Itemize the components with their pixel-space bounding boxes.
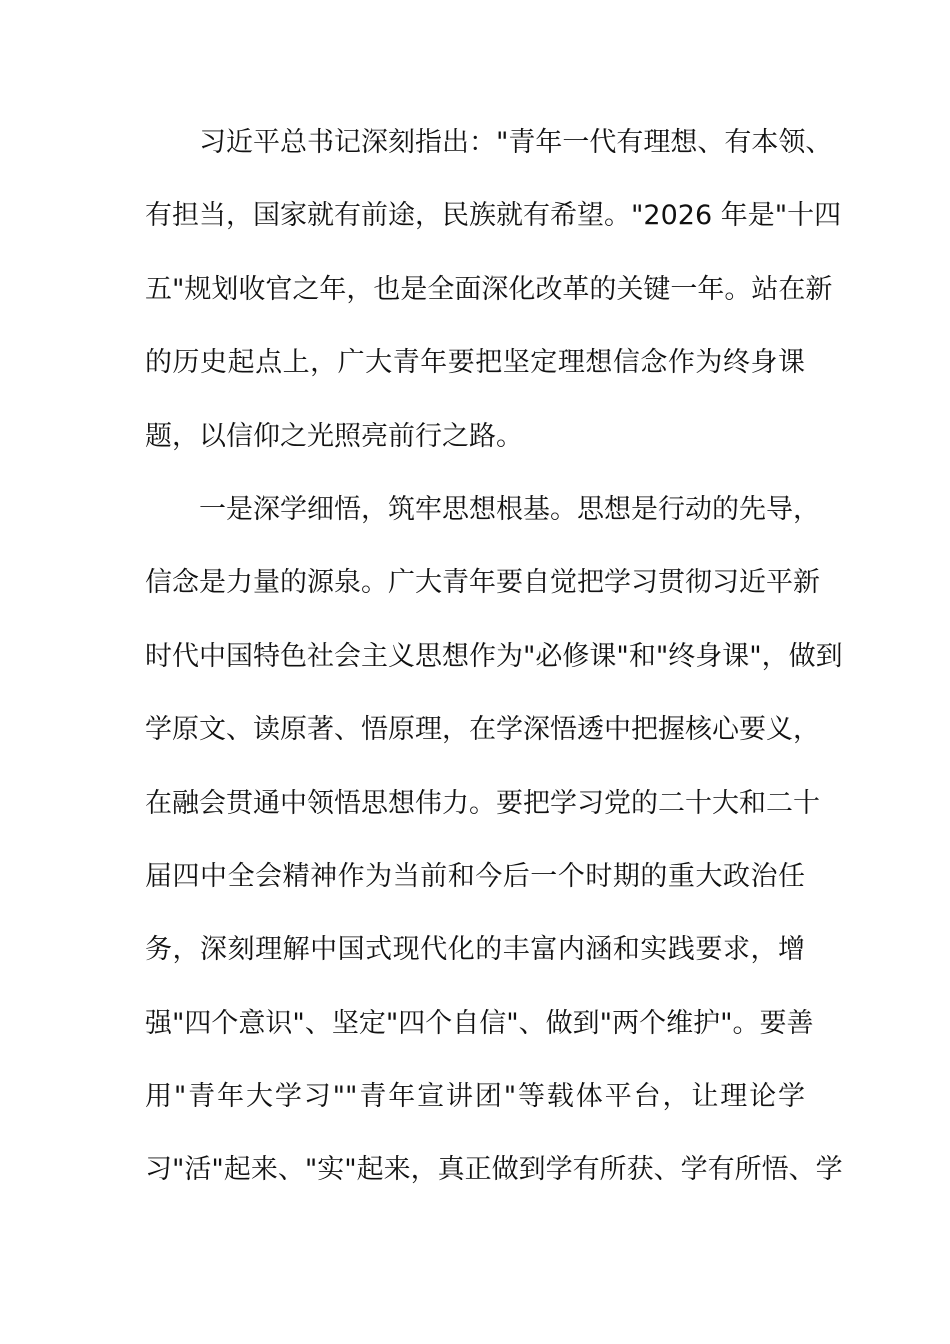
text-line: 五"规划收官之年，也是全面深化改革的关键一年。站在新 [145,273,833,305]
paragraph-intro [145,106,842,473]
text-line: 信念是力量的源泉。广大青年要自觉把学习贯彻习近平新 [145,567,820,599]
text-line: 届四中全会精神作为当前和今后一个时期的重大政治任 [145,860,805,892]
text-line: 习"活"起来、"实"起来，真正做到学有所获、学有所悟、学 [145,1154,843,1186]
text-line: 学原文、读原著、悟原理，在学深悟透中把握核心要义， [145,714,820,746]
paragraph-point-one [145,473,843,1207]
text-line: 的历史起点上，广大青年要把坚定理想信念作为终身课 [145,347,805,379]
text-line: 题，以信仰之光照亮前行之路。 [145,420,523,452]
text-line: 用"青年大学习""青年宣讲团"等载体平台，让理论学 [145,1081,805,1113]
text-line: 习近平总书记深刻指出："青年一代有理想、有本领、 [199,127,833,158]
text-line: 在融会贯通中领悟思想伟力。要把学习党的二十大和二十 [145,787,820,819]
text-line: 时代中国特色社会主义思想作为"必修课"和"终身课"，做到 [145,640,843,672]
document-body [145,106,843,1207]
text-line: 有担当，国家就有前途，民族就有希望。"2026 年是"十四 [145,200,842,232]
text-line: 一是深学细悟，筑牢思想根基。思想是行动的先导， [199,493,820,525]
text-line: 强"四个意识"、坚定"四个自信"、做到"两个维护"。要善 [145,1007,814,1039]
text-line: 务，深刻理解中国式现代化的丰富内涵和实践要求，增 [145,934,805,966]
